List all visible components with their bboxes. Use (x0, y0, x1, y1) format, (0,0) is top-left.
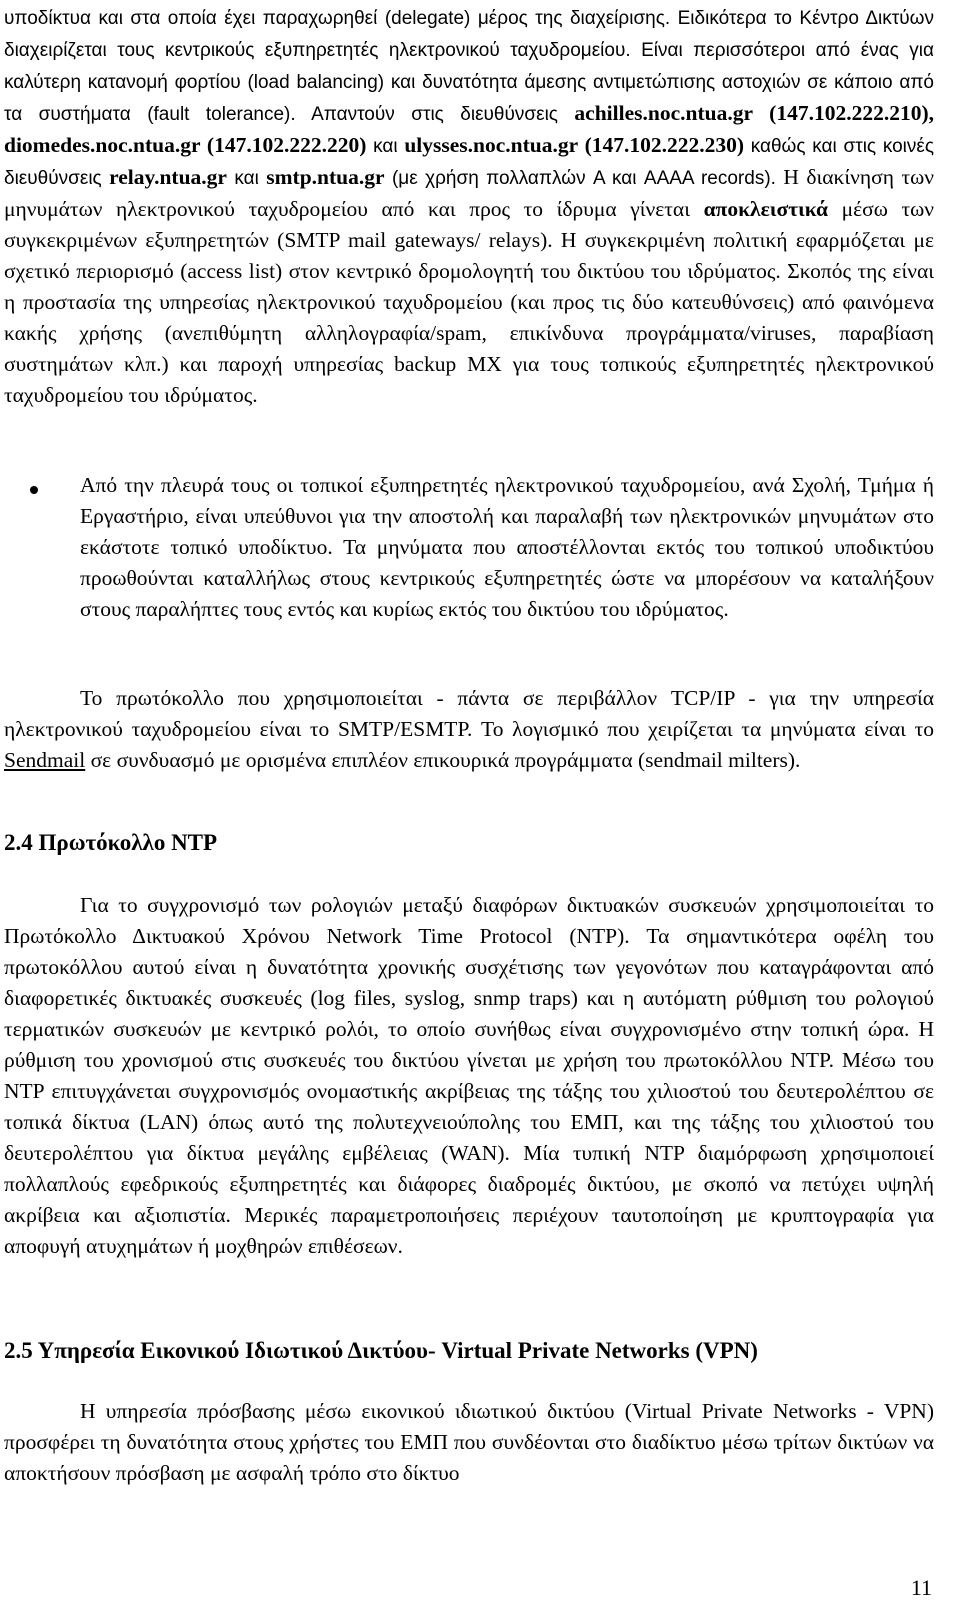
intro-text-5: (με χρήση πολλαπλών A και AAAA records). (384, 168, 784, 189)
section-2-4-heading: 2.4 Πρωτόκολλο NTP (4, 830, 218, 855)
section-2-4-body: Για το συγχρονισμό των ρολογιών μεταξύ διαφόρων δικτυακών συσκευών χρησιμοποιείται το Πρωτόκολλο Δικτυακού Χρόνου Network Time Protocol (NTP). Τα σημαντικότερα οφέλη του πρωτοκόλλου αυτού είναι η δυνατότητα χρονικής συσχέτισης των γεγονότων που καταγράφονται από διαφορετικές δικτυακές συσκευές (log files, syslog, snmp traps) και η αυτόματη ρύθμιση του ρολογιού τερματικών συσκευών με κεντρικό ρολόι, το οποίο συνήθως είναι συγχρονισμένο στην τοπική ώρα. Η ρύθμιση του χρονισμού στις συσκευές του δικτύου γίνεται με χρήση του πρωτοκόλλου NTP. Μέσω του NTP επιτυγχάνεται συγχρονισμός ονομαστικής ακρίβειας της τάξης του χιλιοστού του δευτερολέπτου σε τοπικά δίκτυα (LAN) όπως αυτό της πολυτεχνειούπολης του ΕΜΠ, και της τάξης του χιλιοστού του δευτερολέπτου για δίκτυα μεγάλης εμβέλειας (WAN). Μία τυπική NTP διαμόρφωση χρησιμοποιεί πολλαπλούς εφεδρικούς εξυπηρετητές και διάφορες διαδρομές δικτύου, με σκοπό να πετύχει υψηλή ακρίβεια και αξιοπιστία. Μερικές παραμετροποιήσεις περιέχουν ταυτοποίηση με κρυπτογραφία για αποφυγή ατυχημάτων ή μοχθηρών επιθέσεων. (4, 893, 934, 1258)
bullet-marker (30, 486, 38, 494)
exclusive-emphasis: αποκλειστικά (703, 197, 829, 221)
intro-text-3: καθώς και στις κοινές διευθύνσεις (4, 136, 934, 189)
section-2-5-body: Η υπηρεσία πρόσβασης μέσω εικονικού ιδιωτικού δικτύου (Virtual Private Networks - VPN) προσφέρει τη δυνατότητα στους χρήστες του ΕΜΠ που συνδέονται στο διαδίκτυο μέσω τρίτων δικτύων να αποκτήσουν πρόσβαση με ασφαλή τρόπο στο δίκτυο (4, 1399, 934, 1485)
intro-text-7: μέσω των συγκεκριμένων εξυπηρετητών (SMTP mail gateways/ relays). Η συγκεκριμένη πολιτική εφαρμόζεται με σχετικό περιορισμό (access list) στον κεντρικό δρομολογητή του δικτύου του ιδρύματος. Σκοπός της είναι η προστασία της υπηρεσίας ηλεκτρονικού ταχυδρομείου (και προς τις δύο κατευθύνσεις) από φαινόμενα κακής χρήσης (ανεπιθύμητη αλληλογραφία/spam, επικίνδυνα προγράμματα/viruses, παραβίαση συστημάτων κλπ.) και παροχή υπηρεσίας backup MX για τους τοπικούς εξυπηρετητές ηλεκτρονικού ταχυδρομείου του ιδρύματος. (4, 197, 934, 407)
host-achilles-diomedes: achilles.noc.ntua.gr (147.102.222.210), diomedes.noc.ntua.gr (147.102.222.220) (4, 101, 934, 157)
page-number: 11 (910, 1575, 932, 1600)
intro-text-6: Η διακίνηση των μηνυμάτων ηλεκτρονικού ταχυδρομείου από και προς το ίδρυμα γίνεται (4, 165, 934, 221)
bullet-paragraph: Από την πλευρά τους οι τοπικοί εξυπηρετητές ηλεκτρονικού ταχυδρομείου, ανά Σχολή, Τμήμα ή Εργαστήριο, είναι υπεύθυνοι για την αποστολή και παραλαβή των ηλεκτρονικών μηνυμάτων στο εκάστοτε τοπικό υποδίκτυο. Τα μηνύματα που αποστέλλονται εκτός του τοπικού υποδικτύου προωθούνται καταλλήλως στους κεντρικούς εξυπηρετητές ώστε να μπορέσουν να καταλήξουν στους παραλήπτες τους εντός και κυρίως εκτός του δικτύου του ιδρύματος. (80, 473, 934, 621)
intro-text-4: και (226, 168, 267, 189)
protocol-text-2: σε συνδυασμό με ορισμένα επιπλέον επικουρικά προγράμματα (sendmail milters). (85, 748, 801, 772)
host-relay: relay.ntua.gr (109, 165, 227, 189)
protocol-paragraph (4, 683, 934, 776)
host-ulysses: ulysses.noc.ntua.gr (147.102.222.230) (404, 133, 745, 157)
sendmail-link[interactable]: Sendmail (4, 748, 86, 772)
intro-text-1: υποδίκτυα και στα οποία έχει παραχωρηθεί (delegate) μέρος της διαχείρισης. Ειδικότερα το Κέντρο Δικτύων διαχειρίζεται τους κεντρικούς εξυπηρετητές ηλεκτρονικού ταχυδρομείου. Είναι περισσότεροι από ένας για καλύτερη κατανομή φορτίου (load balancing) και δυνατότητα άμεσης αντιμετώπισης αστοχιών σε κάποιο από τα συστήματα (fault tolerance). Απαντούν στις διευθύνσεις (4, 8, 934, 125)
intro-text-2: και (366, 136, 405, 157)
section-2-5-heading: 2.5 Υπηρεσία Εικονικού Ιδιωτικού Δικτύου- Virtual Private Networks (VPN) (4, 1338, 758, 1363)
intro-paragraph (4, 2, 934, 411)
host-smtp: smtp.ntua.gr (266, 165, 385, 189)
protocol-text-1: Το πρωτόκολλο που χρησιμοποιείται - πάντα σε περιβάλλον TCP/IP - για την υπηρεσία ηλεκτρονικού ταχυδρομείου είναι το SMTP/ESMTP. Το λογισμικό που χειρίζεται τα μηνύματα είναι το (4, 686, 934, 741)
